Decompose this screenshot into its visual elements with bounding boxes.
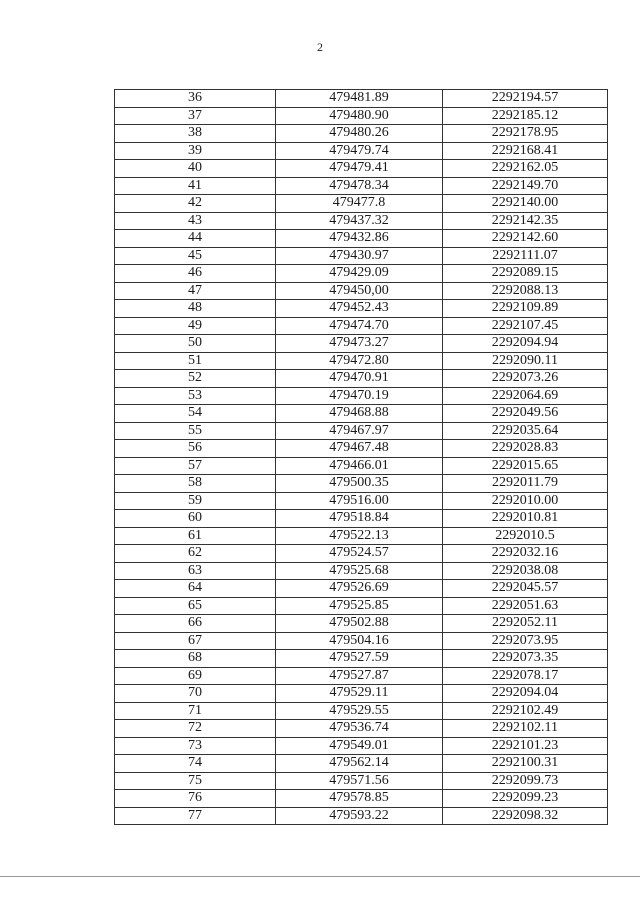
y-coordinate-cell: 2292015.65 xyxy=(443,457,608,475)
point-number-cell: 68 xyxy=(115,650,276,668)
x-coordinate-cell: 479430.97 xyxy=(276,247,443,265)
table-row xyxy=(115,457,608,475)
page-number: 2 xyxy=(317,40,323,54)
y-coordinate-cell: 2292010.00 xyxy=(443,492,608,510)
table-row xyxy=(115,545,608,563)
table-row xyxy=(115,510,608,528)
x-coordinate-cell: 479529.11 xyxy=(276,685,443,703)
point-number-cell: 63 xyxy=(115,562,276,580)
point-number-cell: 59 xyxy=(115,492,276,510)
table-row xyxy=(115,300,608,318)
y-coordinate-cell: 2292049.56 xyxy=(443,405,608,423)
point-number-cell: 49 xyxy=(115,317,276,335)
y-coordinate-cell: 2292162.05 xyxy=(443,160,608,178)
y-coordinate-cell: 2292052.11 xyxy=(443,615,608,633)
y-coordinate-cell: 2292109.89 xyxy=(443,300,608,318)
point-number-cell: 67 xyxy=(115,632,276,650)
table-row xyxy=(115,527,608,545)
y-coordinate-cell: 2292038.08 xyxy=(443,562,608,580)
table-row xyxy=(115,650,608,668)
x-coordinate-cell: 479516.00 xyxy=(276,492,443,510)
table-row xyxy=(115,107,608,125)
point-number-cell: 50 xyxy=(115,335,276,353)
x-coordinate-cell: 479518.84 xyxy=(276,510,443,528)
table-row xyxy=(115,282,608,300)
table-row xyxy=(115,125,608,143)
table-row xyxy=(115,615,608,633)
footer-rule xyxy=(0,876,640,877)
y-coordinate-cell: 2292010.5 xyxy=(443,527,608,545)
y-coordinate-cell: 2292185.12 xyxy=(443,107,608,125)
point-number-cell: 75 xyxy=(115,772,276,790)
x-coordinate-cell: 479529.55 xyxy=(276,702,443,720)
table-row xyxy=(115,142,608,160)
x-coordinate-cell: 479466.01 xyxy=(276,457,443,475)
table-row xyxy=(115,317,608,335)
x-coordinate-cell: 479524.57 xyxy=(276,545,443,563)
x-coordinate-cell: 479526.69 xyxy=(276,580,443,598)
x-coordinate-cell: 479468.88 xyxy=(276,405,443,423)
x-coordinate-cell: 479474.70 xyxy=(276,317,443,335)
table-row xyxy=(115,352,608,370)
point-number-cell: 53 xyxy=(115,387,276,405)
table-row xyxy=(115,265,608,283)
table-row xyxy=(115,195,608,213)
point-number-cell: 73 xyxy=(115,737,276,755)
x-coordinate-cell: 479437.32 xyxy=(276,212,443,230)
y-coordinate-cell: 2292168.41 xyxy=(443,142,608,160)
x-coordinate-cell: 479500.35 xyxy=(276,475,443,493)
y-coordinate-cell: 2292011.79 xyxy=(443,475,608,493)
y-coordinate-cell: 2292094.04 xyxy=(443,685,608,703)
coordinates-table-body xyxy=(115,90,608,825)
point-number-cell: 64 xyxy=(115,580,276,598)
y-coordinate-cell: 2292073.26 xyxy=(443,370,608,388)
y-coordinate-cell: 2292045.57 xyxy=(443,580,608,598)
point-number-cell: 71 xyxy=(115,702,276,720)
point-number-cell: 46 xyxy=(115,265,276,283)
x-coordinate-cell: 479522.13 xyxy=(276,527,443,545)
y-coordinate-cell: 2292099.23 xyxy=(443,790,608,808)
point-number-cell: 65 xyxy=(115,597,276,615)
table-row xyxy=(115,247,608,265)
point-number-cell: 58 xyxy=(115,475,276,493)
point-number-cell: 38 xyxy=(115,125,276,143)
y-coordinate-cell: 2292028.83 xyxy=(443,440,608,458)
point-number-cell: 66 xyxy=(115,615,276,633)
point-number-cell: 45 xyxy=(115,247,276,265)
x-coordinate-cell: 479480.90 xyxy=(276,107,443,125)
table-row xyxy=(115,177,608,195)
y-coordinate-cell: 2292090.11 xyxy=(443,352,608,370)
y-coordinate-cell: 2292073.95 xyxy=(443,632,608,650)
y-coordinate-cell: 2292035.64 xyxy=(443,422,608,440)
y-coordinate-cell: 2292149.70 xyxy=(443,177,608,195)
x-coordinate-cell: 479467.97 xyxy=(276,422,443,440)
x-coordinate-cell: 479549.01 xyxy=(276,737,443,755)
table-row xyxy=(115,632,608,650)
point-number-cell: 52 xyxy=(115,370,276,388)
point-number-cell: 54 xyxy=(115,405,276,423)
y-coordinate-cell: 2292051.63 xyxy=(443,597,608,615)
table-row xyxy=(115,790,608,808)
point-number-cell: 55 xyxy=(115,422,276,440)
x-coordinate-cell: 479562.14 xyxy=(276,755,443,773)
point-number-cell: 70 xyxy=(115,685,276,703)
x-coordinate-cell: 479536.74 xyxy=(276,720,443,738)
point-number-cell: 77 xyxy=(115,807,276,825)
y-coordinate-cell: 2292094.94 xyxy=(443,335,608,353)
y-coordinate-cell: 2292088.13 xyxy=(443,282,608,300)
table-row xyxy=(115,667,608,685)
y-coordinate-cell: 2292102.11 xyxy=(443,720,608,738)
y-coordinate-cell: 2292142.35 xyxy=(443,212,608,230)
x-coordinate-cell: 479472.80 xyxy=(276,352,443,370)
point-number-cell: 37 xyxy=(115,107,276,125)
point-number-cell: 57 xyxy=(115,457,276,475)
point-number-cell: 47 xyxy=(115,282,276,300)
table-row xyxy=(115,422,608,440)
table-row xyxy=(115,702,608,720)
table-row xyxy=(115,160,608,178)
table-row xyxy=(115,562,608,580)
table-row xyxy=(115,685,608,703)
x-coordinate-cell: 479479.41 xyxy=(276,160,443,178)
table-row xyxy=(115,580,608,598)
x-coordinate-cell: 479481.89 xyxy=(276,90,443,108)
point-number-cell: 48 xyxy=(115,300,276,318)
x-coordinate-cell: 479450,00 xyxy=(276,282,443,300)
y-coordinate-cell: 2292099.73 xyxy=(443,772,608,790)
x-coordinate-cell: 479527.59 xyxy=(276,650,443,668)
x-coordinate-cell: 479593.22 xyxy=(276,807,443,825)
point-number-cell: 69 xyxy=(115,667,276,685)
point-number-cell: 76 xyxy=(115,790,276,808)
table-row xyxy=(115,370,608,388)
y-coordinate-cell: 2292178.95 xyxy=(443,125,608,143)
point-number-cell: 44 xyxy=(115,230,276,248)
point-number-cell: 51 xyxy=(115,352,276,370)
point-number-cell: 72 xyxy=(115,720,276,738)
y-coordinate-cell: 2292101.23 xyxy=(443,737,608,755)
x-coordinate-cell: 479473.27 xyxy=(276,335,443,353)
x-coordinate-cell: 479470.19 xyxy=(276,387,443,405)
point-number-cell: 40 xyxy=(115,160,276,178)
x-coordinate-cell: 479525.85 xyxy=(276,597,443,615)
table-row xyxy=(115,807,608,825)
x-coordinate-cell: 479525.68 xyxy=(276,562,443,580)
table-row xyxy=(115,230,608,248)
y-coordinate-cell: 2292073.35 xyxy=(443,650,608,668)
y-coordinate-cell: 2292194.57 xyxy=(443,90,608,108)
x-coordinate-cell: 479478.34 xyxy=(276,177,443,195)
point-number-cell: 36 xyxy=(115,90,276,108)
x-coordinate-cell: 479480.26 xyxy=(276,125,443,143)
x-coordinate-cell: 479527.87 xyxy=(276,667,443,685)
y-coordinate-cell: 2292078.17 xyxy=(443,667,608,685)
y-coordinate-cell: 2292032.16 xyxy=(443,545,608,563)
x-coordinate-cell: 479479.74 xyxy=(276,142,443,160)
point-number-cell: 43 xyxy=(115,212,276,230)
table-row xyxy=(115,90,608,108)
table-row xyxy=(115,405,608,423)
x-coordinate-cell: 479467.48 xyxy=(276,440,443,458)
x-coordinate-cell: 479452.43 xyxy=(276,300,443,318)
point-number-cell: 61 xyxy=(115,527,276,545)
y-coordinate-cell: 2292102.49 xyxy=(443,702,608,720)
x-coordinate-cell: 479470.91 xyxy=(276,370,443,388)
table-row xyxy=(115,387,608,405)
y-coordinate-cell: 2292098.32 xyxy=(443,807,608,825)
point-number-cell: 56 xyxy=(115,440,276,458)
table-row xyxy=(115,212,608,230)
point-number-cell: 74 xyxy=(115,755,276,773)
point-number-cell: 39 xyxy=(115,142,276,160)
y-coordinate-cell: 2292142.60 xyxy=(443,230,608,248)
point-number-cell: 41 xyxy=(115,177,276,195)
point-number-cell: 42 xyxy=(115,195,276,213)
coordinates-table xyxy=(114,89,608,825)
y-coordinate-cell: 2292089.15 xyxy=(443,265,608,283)
table-row xyxy=(115,737,608,755)
table-row xyxy=(115,720,608,738)
table-row xyxy=(115,492,608,510)
x-coordinate-cell: 479578.85 xyxy=(276,790,443,808)
y-coordinate-cell: 2292010.81 xyxy=(443,510,608,528)
y-coordinate-cell: 2292107.45 xyxy=(443,317,608,335)
y-coordinate-cell: 2292064.69 xyxy=(443,387,608,405)
y-coordinate-cell: 2292111.07 xyxy=(443,247,608,265)
y-coordinate-cell: 2292100.31 xyxy=(443,755,608,773)
x-coordinate-cell: 479432.86 xyxy=(276,230,443,248)
x-coordinate-cell: 479429.09 xyxy=(276,265,443,283)
table-row xyxy=(115,755,608,773)
table-row xyxy=(115,597,608,615)
x-coordinate-cell: 479504.16 xyxy=(276,632,443,650)
table-row xyxy=(115,772,608,790)
table-row xyxy=(115,335,608,353)
x-coordinate-cell: 479477.8 xyxy=(276,195,443,213)
y-coordinate-cell: 2292140.00 xyxy=(443,195,608,213)
x-coordinate-cell: 479502.88 xyxy=(276,615,443,633)
x-coordinate-cell: 479571.56 xyxy=(276,772,443,790)
point-number-cell: 62 xyxy=(115,545,276,563)
table-row xyxy=(115,475,608,493)
point-number-cell: 60 xyxy=(115,510,276,528)
table-row xyxy=(115,440,608,458)
